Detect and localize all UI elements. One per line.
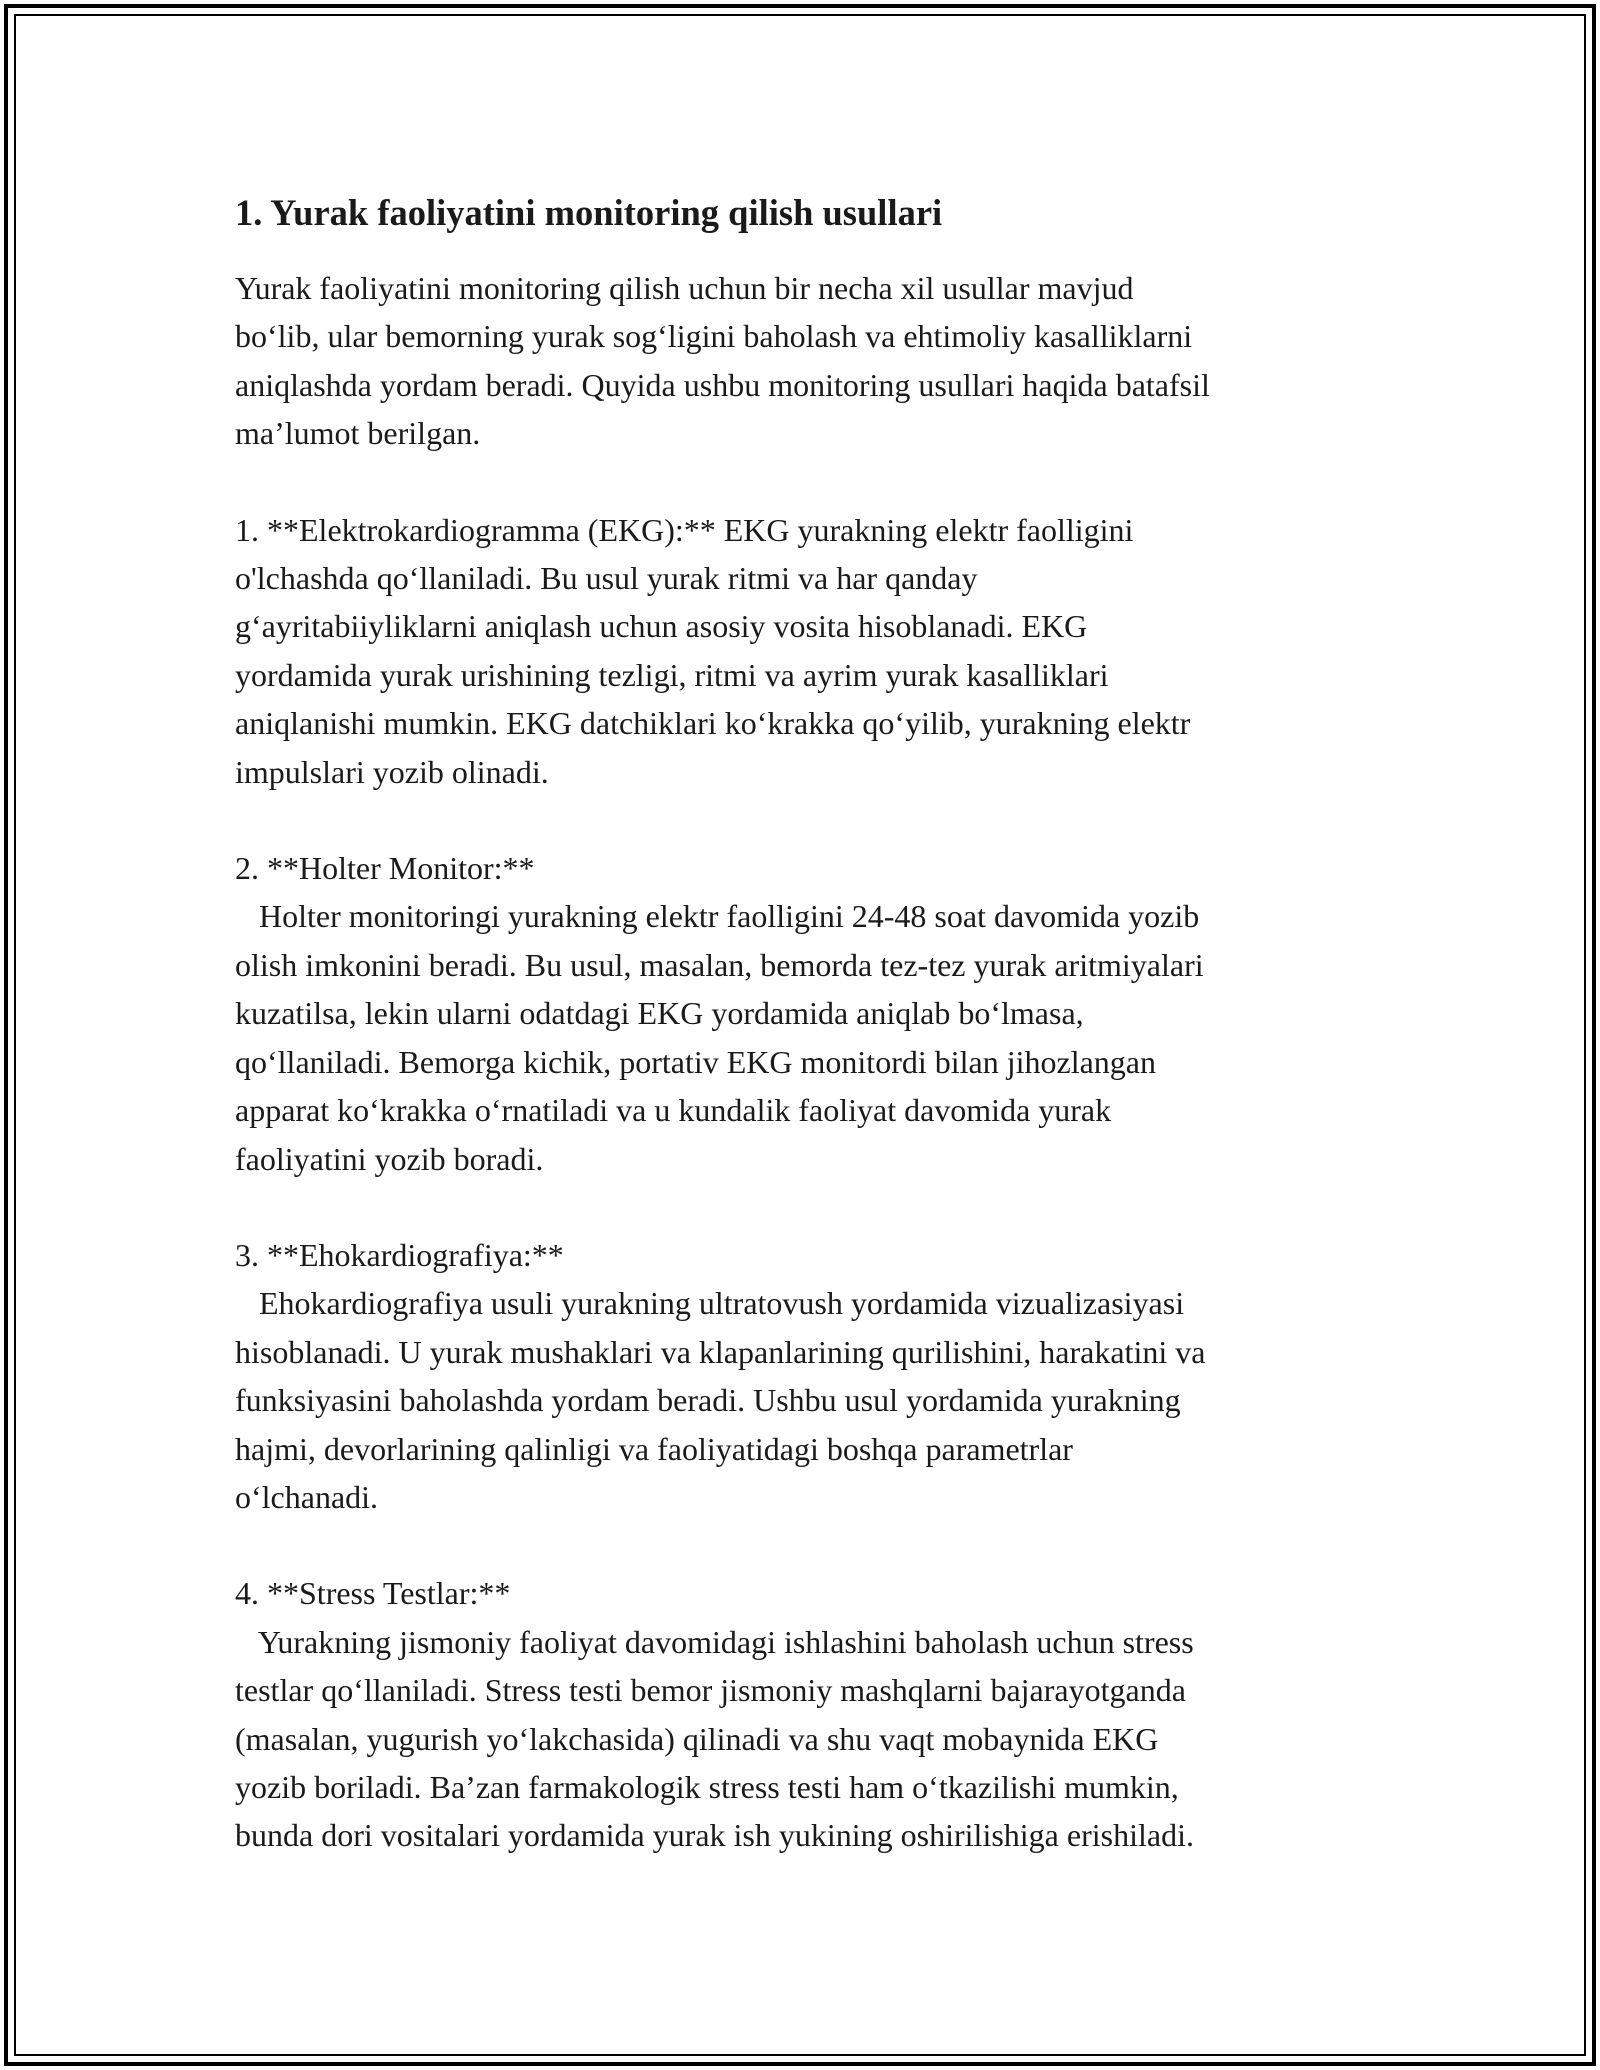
text-line: bo‘lib, ular bemorning yurak sog‘ligini baholash va ehtimoliy kasalliklarni	[235, 318, 1193, 355]
text-line: bunda dori vositalari yordamida yurak ish yukining oshirilishiga erishiladi.	[235, 1817, 1194, 1854]
text-line: 1. **Elektrokardiogramma (EKG):** EKG yurakning elektr faolligini	[235, 511, 1134, 548]
paragraph	[235, 264, 1375, 458]
text-line: faoliyatini yozib boradi.	[235, 1140, 544, 1177]
text-line: o'lchashda qo‘llaniladi. Bu usul yurak ritmi va har qanday	[235, 560, 978, 597]
document-body	[235, 188, 1375, 1860]
text-line: yozib boriladi. Ba’zan farmakologik stress testi ham o‘tkazilishi mumkin,	[235, 1768, 1179, 1805]
text-line: ma’lumot berilgan.	[235, 415, 481, 452]
section-heading: 1. Yurak faoliyatini monitoring qilish usullari	[235, 192, 943, 233]
paragraph	[235, 506, 1375, 796]
text-line: testlar qo‘llaniladi. Stress testi bemor jismoniy mashqlarni bajarayotganda	[235, 1672, 1186, 1709]
text-line: g‘ayritabiiyliklarni aniqlash uchun asosiy vosita hisoblanadi. EKG	[235, 608, 1088, 645]
text-line: kuzatilsa, lekin ularni odatdagi EKG yordamida aniqlab bo‘lmasa,	[235, 995, 1084, 1032]
text-line: olish imkonini beradi. Bu usul, masalan, bemorda tez-tez yurak aritmiyalari	[235, 946, 1204, 983]
text-line: yordamida yurak urishining tezligi, ritmi va ayrim yurak kasalliklari	[235, 656, 1109, 693]
paragraph-list	[235, 264, 1375, 1860]
text-line: Holter monitoringi yurakning elektr faolligini 24-48 soat davomida yozib	[235, 898, 1200, 935]
text-line: aniqlashda yordam beradi. Quyida ushbu monitoring usullari haqida batafsil	[235, 366, 1210, 403]
text-line: qo‘llaniladi. Bemorga kichik, portativ EKG monitordi bilan jihozlangan	[235, 1043, 1156, 1080]
paragraph	[235, 1569, 1375, 1859]
text-line: o‘lchanadi.	[235, 1478, 379, 1515]
text-line: (masalan, yugurish yo‘lakchasida) qilinadi va shu vaqt mobaynida EKG	[235, 1720, 1159, 1757]
text-line: hisoblanadi. U yurak mushaklari va klapanlarining qurilishini, harakatini va	[235, 1333, 1206, 1370]
text-line: impulslari yozib olinadi.	[235, 753, 549, 790]
text-line: hajmi, devorlarining qalinligi va faoliyatidagi boshqa parametrlar	[235, 1430, 1073, 1467]
text-line: apparat ko‘krakka o‘rnatiladi va u kundalik faoliyat davomida yurak	[235, 1092, 1112, 1129]
paragraph	[235, 844, 1375, 1183]
text-line: 4. **Stress Testlar:**	[235, 1575, 511, 1612]
text-line: Yurakning jismoniy faoliyat davomidagi ishlashini baholash uchun stress	[235, 1623, 1194, 1660]
text-line: 3. **Ehokardiografiya:**	[235, 1236, 564, 1273]
text-line: Yurak faoliyatini monitoring qilish uchun bir necha xil usullar mavjud	[235, 270, 1134, 306]
text-line: 2. **Holter Monitor:**	[235, 850, 535, 887]
text-line: aniqlanishi mumkin. EKG datchiklari ko‘krakka qo‘yilib, yurakning elektr	[235, 705, 1191, 742]
text-line: Ehokardiografiya usuli yurakning ultratovush yordamida vizualizasiyasi	[235, 1285, 1185, 1322]
text-line: funksiyasini baholashda yordam beradi. Ushbu usul yordamida yurakning	[235, 1382, 1181, 1419]
paragraph	[235, 1231, 1375, 1521]
